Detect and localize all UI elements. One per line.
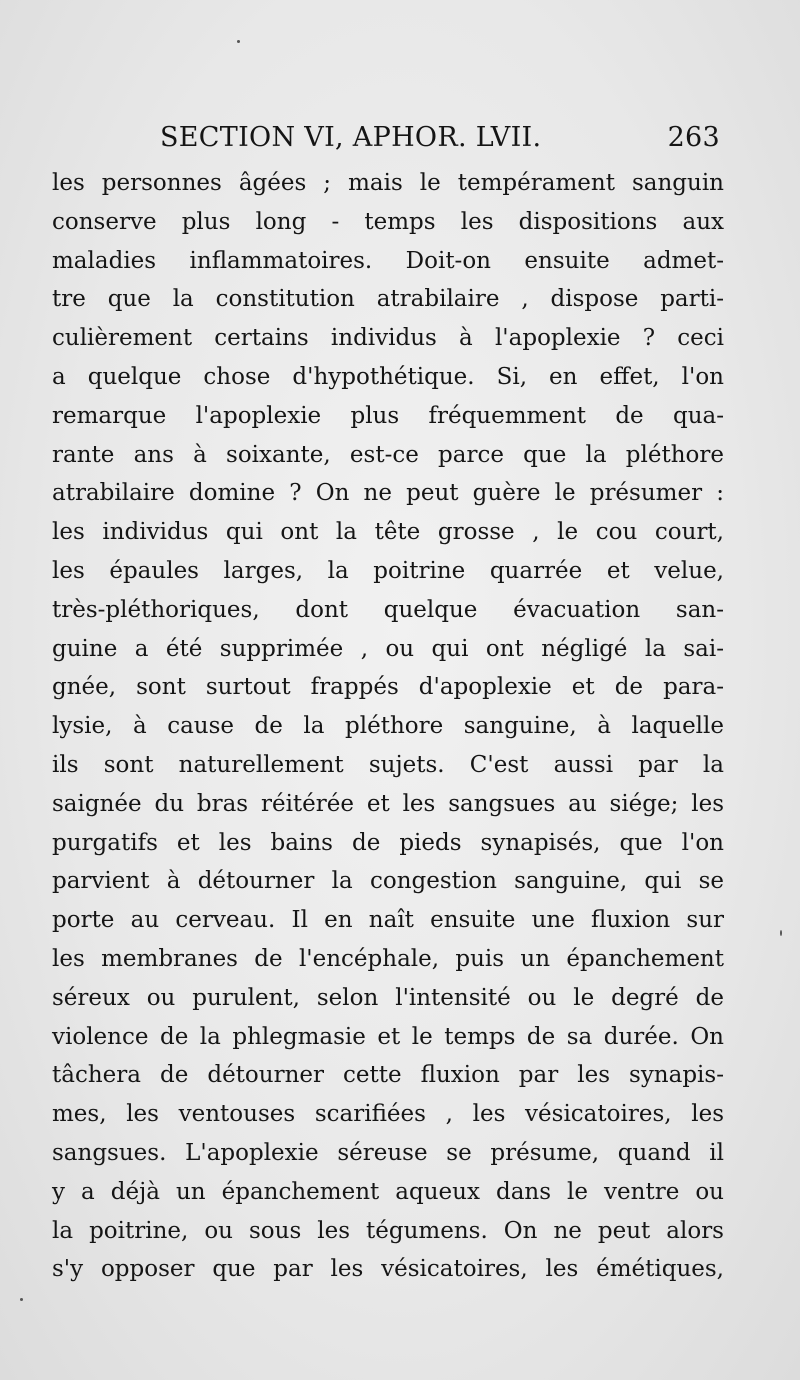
text-line: les individus qui ont la tête grosse , le cou court,: [52, 519, 724, 546]
text-line: très-pléthoriques, dont quelque évacuation san-: [52, 596, 724, 623]
text-line: s'y opposer que par les vésicatoires, les émétiques,: [52, 1256, 724, 1283]
text-line: parvient à détourner la congestion sanguine, qui se: [52, 868, 724, 895]
text-line: tre que la constitution atrabilaire , dispose parti-: [52, 286, 724, 313]
text-line: sangsues. L'apoplexie séreuse se présume, quand il: [52, 1139, 724, 1166]
page-number: 263: [667, 122, 720, 153]
text-line: les épaules larges, la poitrine quarrée et velue,: [52, 557, 724, 584]
text-line: atrabilaire domine ? On ne peut guère le présumer :: [52, 480, 724, 507]
text-line: guine a été supprimée , ou qui ont négligé la sai-: [52, 635, 724, 662]
paper-speck: [780, 930, 782, 936]
text-line: les membranes de l'encéphale, puis un épanchement: [52, 945, 724, 972]
text-line: a quelque chose d'hypothétique. Si, en effet, l'on: [52, 363, 724, 390]
section-heading: SECTION VI, APHOR. LVII.: [160, 122, 542, 153]
text-line: tâchera de détourner cette fluxion par les synapis-: [52, 1062, 724, 1089]
text-line: la poitrine, ou sous les tégumens. On ne peut alors: [52, 1217, 724, 1244]
text-line: gnée, sont surtout frappés d'apoplexie et de para-: [52, 674, 724, 701]
text-line: conserve plus long - temps les dispositions aux: [52, 208, 724, 235]
text-line: purgatifs et les bains de pieds synapisés, que l'on: [52, 829, 724, 856]
text-line: porte au cerveau. Il en naît ensuite une fluxion sur: [52, 907, 724, 934]
text-line: ils sont naturellement sujets. C'est aussi par la: [52, 751, 724, 778]
text-line: lysie, à cause de la pléthore sanguine, à laquelle: [52, 713, 724, 740]
text-line: culièrement certains individus à l'apoplexie ? ceci: [52, 325, 724, 352]
paper-speck: [20, 1298, 23, 1301]
text-line: rante ans à soixante, est-ce parce que la pléthore: [52, 441, 724, 468]
text-line: violence de la phlegmasie et le temps de sa durée. On: [52, 1023, 724, 1050]
running-header: [160, 118, 720, 162]
text-line: séreux ou purulent, selon l'intensité ou le degré de: [52, 984, 724, 1011]
text-line: mes, les ventouses scarifiées , les vésicatoires, les: [52, 1101, 724, 1128]
text-line: saignée du bras réitérée et les sangsues au siége; les: [52, 790, 724, 817]
text-line: les personnes âgées ; mais le tempérament sanguin: [52, 170, 724, 196]
text-line: maladies inflammatoires. Doit-on ensuite admet-: [52, 247, 724, 274]
text-line: remarque l'apoplexie plus fréquemment de qua-: [52, 402, 724, 429]
text-line: y a déjà un épanchement aqueux dans le ventre ou: [52, 1178, 724, 1205]
paper-speck: [237, 40, 240, 43]
body-text: [52, 164, 724, 1289]
